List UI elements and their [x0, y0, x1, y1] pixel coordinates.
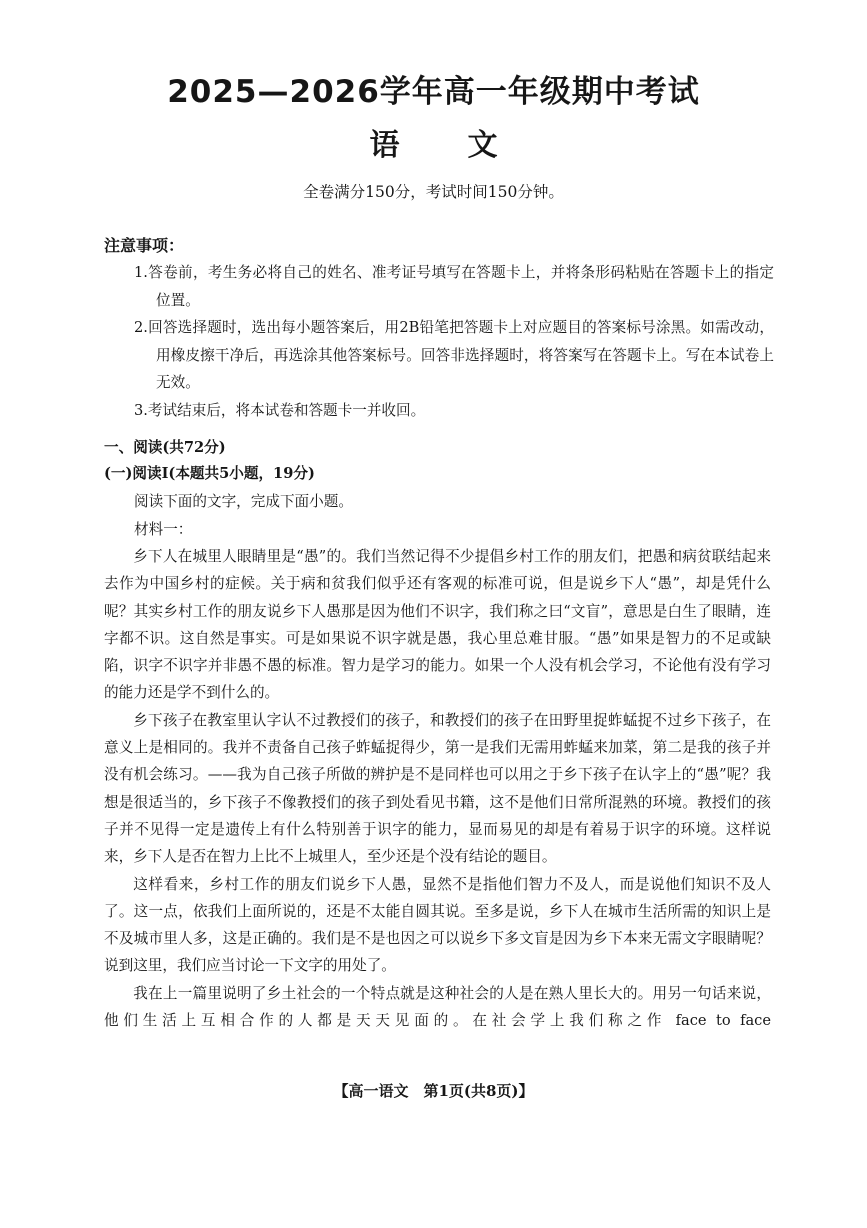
subsection-heading: (一)阅读Ⅰ(本题共5小题，19分) — [104, 465, 315, 482]
note-item: 3.考试结束后，将本试卷和答题卡一并收回。 — [134, 401, 426, 419]
section-heading: 一、阅读(共72分) — [104, 439, 226, 456]
subject-title: 语文 — [369, 128, 566, 163]
exam-title: 2025—2026学年高一年级期中考试 — [167, 74, 700, 110]
note-item: 1.答卷前，考生务必将自己的姓名、准考证号填写在答题卡上，并将条形码粘贴在答题卡上的指定位置。 — [134, 264, 774, 309]
passage-paragraph: 这样看来，乡村工作的朋友们说乡下人愚，显然不是指他们智力不及人，而是说他们知识不及人了。这一点，依我们上面所说的，还是不太能自圆其说。至多是说，乡下人在城市生活所需的知识上是不及城市里人多，这是正确的。我们是不是也因之可以说乡下多文盲是因为乡下本来无需文字眼睛呢？说到这里，我们应当讨论一下文字的用处了。 — [104, 875, 771, 975]
material-label: 材料一： — [134, 521, 193, 538]
passage-paragraph: 乡下孩子在教室里认字认不过教授们的孩子，和教授们的孩子在田野里捉蚱蜢捉不过乡下孩子，在意义上是相同的。我并不责备自己孩子蚱蜢捉得少，第一是我们无需用蚱蜢来加菜，第二是我的孩子并没有机会练习。——我为自己孩子所做的辨护是不是同样也可以用之于乡下孩子在认字上的“愚”呢？我想是很适当的，乡下孩子不像教授们的孩子到处看见书籍，这不是他们日常所混熟的环境。教授们的孩子并不见得一定是遗传上有什么特别善于识字的能力，显而易见的却是有着易于识字的环境。这样说来，乡下人是否在智力上比不上城里人，至少还是个没有结论的题目。 — [104, 711, 771, 866]
notes-heading: 注意事项： — [104, 236, 185, 255]
score-time-line: 全卷满分150分，考试时间150分钟。 — [303, 183, 564, 201]
reading-instruction: 阅读下面的文字，完成下面小题。 — [134, 493, 353, 510]
passage-text — [104, 543, 771, 1034]
page-footer: 【高一语文 第1页(共8页)】 — [333, 1082, 534, 1100]
note-item: 2.回答选择题时，选出每小题答案后，用2B铅笔把答题卡上对应题目的答案标号涂黑。如需改动，用橡皮擦干净后，再选涂其他答案标号。回答非选择题时，将答案写在答题卡上。写在本试卷上无效。 — [134, 319, 774, 391]
passage-paragraph: 我在上一篇里说明了乡土社会的一个特点就是这种社会的人是在熟人里长大的。用另一句话来说，他们生活上互相合作的人都是天天见面的。在社会学上我们称之作 face to face — [104, 984, 771, 1030]
passage-paragraph: 乡下人在城里人眼睛里是“愚”的。我们当然记得不少提倡乡村工作的朋友们，把愚和病贫联结起来去作为中国乡村的症候。关于病和贫我们似乎还有客观的标准可说，但是说乡下人“愚”，却是凭什么呢？其实乡村工作的朋友说乡下人愚那是因为他们不识字，我们称之曰“文盲”，意思是白生了眼睛，连字都不识。这自然是事实。可是如果说不识字就是愚，我心里总难甘服。“愚”如果是智力的不足或缺陷，识字不识字并非愚不愚的标准。智力是学习的能力。如果一个人没有机会学习，不论他有没有学习的能力还是学不到什么的。 — [104, 548, 771, 702]
notes-list — [134, 259, 774, 424]
